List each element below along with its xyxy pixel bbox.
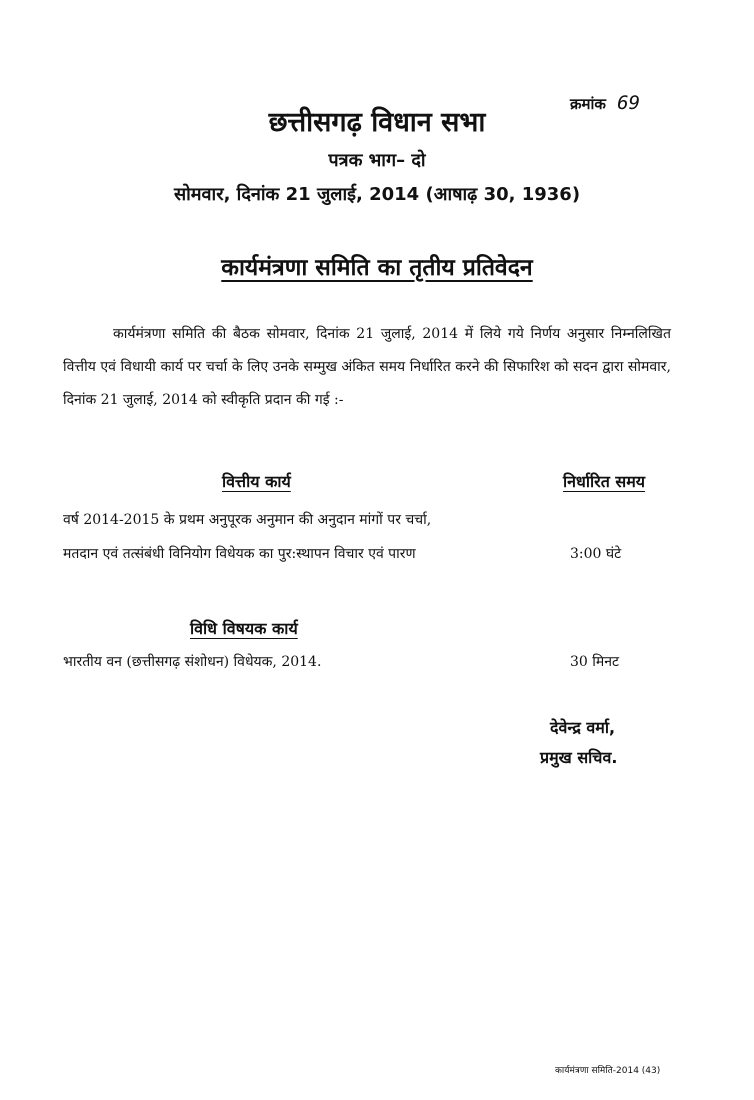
document-part: पत्रक भाग– दो <box>328 150 426 171</box>
legislative-item: भारतीय वन (छत्तीसगढ़ संशोधन) विधेयक, 2014. <box>63 654 322 670</box>
legislative-item-time: 30 मिनट <box>570 654 620 670</box>
date-line: सोमवार, दिनांक 21 जुलाई, 2014 (आषाढ़ 30, 1936) <box>173 184 581 205</box>
time-heading: निर्धारित समय <box>563 472 646 491</box>
serial-value: 69 <box>617 92 641 114</box>
financial-item-line1: वर्ष 2014-2015 के प्रथम अनुपूरक अनुमान की अनुदान मांगों पर चर्चा, <box>63 512 432 528</box>
financial-heading: वित्तीय कार्य <box>222 472 291 491</box>
legislative-heading: विधि विषयक कार्य <box>190 619 298 638</box>
financial-item-line2: मतदान एवं तत्संबंधी विनियोग विधेयक का पुर:स्थापन विचार एवं पारण <box>63 546 416 562</box>
report-title-text: कार्यमंत्रणा समिति का तृतीय प्रतिवेदन <box>221 255 533 281</box>
financial-item-time: 3:00 घंटे <box>570 546 622 562</box>
serial-label: क्रमांक <box>570 95 606 113</box>
signatory-name: देवेन्द्र वर्मा, <box>550 718 616 737</box>
signatory-designation: प्रमुख सचिव. <box>540 748 618 767</box>
intro-paragraph: कार्यमंत्रणा समिति की बैठक सोमवार, दिनांक 21 जुलाई, 2014 में लिये गये निर्णय अनुसार निम्नलिखित वित्तीय एवं विधायी कार्य पर चर्चा के लिए उनके सम्मुख अंकित समय निर्धारित करने की सिफारिश को सदन द्वारा सोमवार, दिनांक 21 जुलाई, 2014 को स्वीकृति प्रदान की गई :- <box>63 326 671 408</box>
organization-title: छत्तीसगढ़ विधान सभा <box>268 107 486 138</box>
page-footer: कार्यमंत्रणा समिति-2014 (43) <box>555 1066 661 1076</box>
report-title <box>0 250 754 282</box>
